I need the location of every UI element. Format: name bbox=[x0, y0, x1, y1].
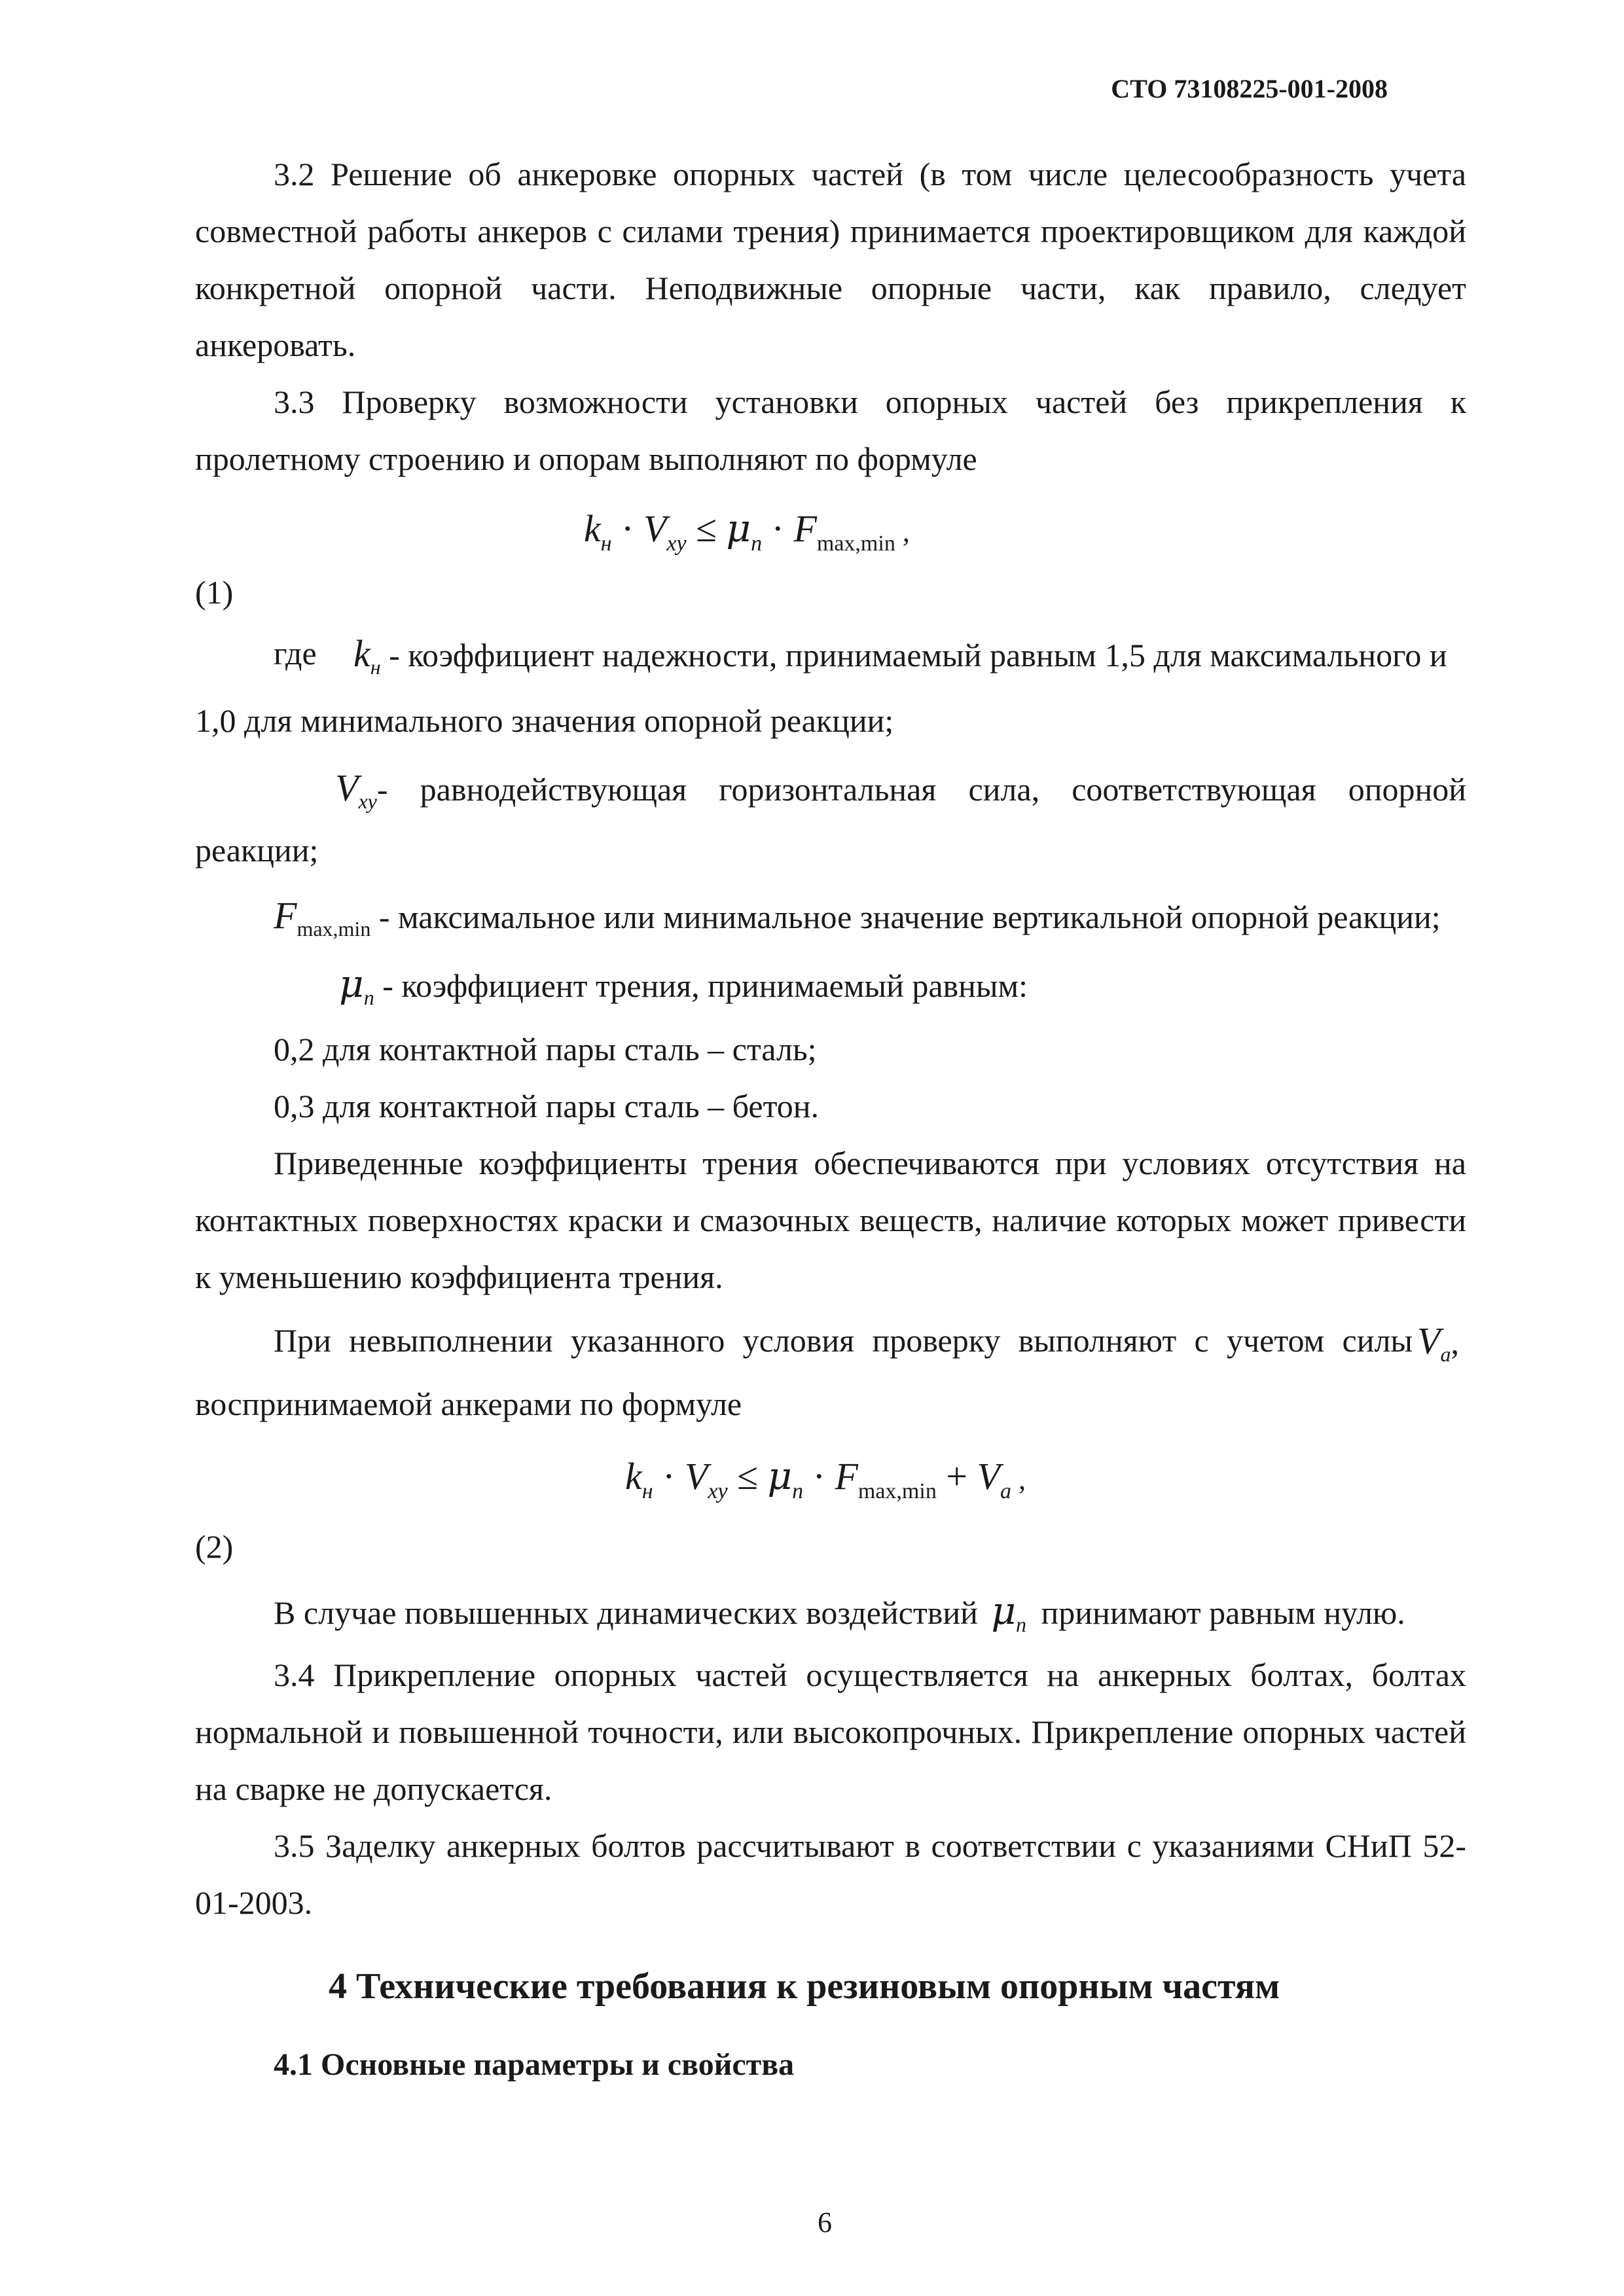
definition-mu bbox=[339, 956, 1028, 1026]
definition-mu-text: - коэффициент трения, принимаемый равным: bbox=[374, 967, 1028, 1004]
formula-1-mu: μ bbox=[726, 506, 751, 550]
friction-note-line-1: Приведенные коэффициенты трения обеспечиваются при условиях отсутствия на bbox=[274, 1145, 1466, 1181]
formula-2 bbox=[625, 1446, 1026, 1521]
definition-v-symbol: V bbox=[335, 766, 359, 809]
formula-2-dot: · bbox=[653, 1455, 685, 1498]
fail-condition-v-sub: a bbox=[1440, 1342, 1451, 1366]
definition-k-text: - коэффициент надежности, принимаемый равным 1,5 для максимального и bbox=[380, 637, 1447, 673]
formula-2-f: F bbox=[835, 1455, 858, 1498]
fail-condition-v: V bbox=[1417, 1319, 1441, 1362]
definition-v-text: - равнодействующая горизонтальная сила, соответствующая опорной bbox=[376, 771, 1466, 808]
paragraph-3-2-line-1: 3.2 Решение об анкеровке опорных частей (в том числе целесообразность учета bbox=[274, 156, 1466, 192]
fail-condition-comma: , bbox=[1451, 1324, 1459, 1361]
dynamic-note-mu-sub: n bbox=[1016, 1613, 1027, 1636]
equation-number-1: (1) bbox=[195, 574, 234, 611]
definition-v bbox=[335, 759, 1466, 830]
paragraph-3-5-line-2: 01-2003. bbox=[195, 1884, 313, 1921]
formula-2-plus: + bbox=[936, 1455, 977, 1498]
definition-v-line-2: реакции; bbox=[195, 832, 319, 869]
definition-k-symbol: k bbox=[353, 632, 370, 675]
formula-1-le: ≤ bbox=[686, 507, 727, 550]
definition-v-sub: xy bbox=[358, 789, 377, 813]
definition-k-line-2: 1,0 для минимального значения опорной реакции; bbox=[195, 702, 894, 739]
fail-condition-line-2: воспринимаемой анкерами по формуле bbox=[195, 1386, 742, 1422]
definition-f-symbol: F bbox=[274, 894, 297, 937]
formula-1-dot-2: · bbox=[762, 507, 794, 550]
friction-steel-steel: 0,2 для контактной пары сталь – сталь; bbox=[274, 1031, 817, 1067]
dynamic-note-pre: В случае повышенных динамических воздействий bbox=[274, 1594, 978, 1631]
formula-1-v-sub: xy bbox=[666, 531, 687, 556]
formula-2-va-sub: a bbox=[1000, 1479, 1011, 1503]
paragraph-3-4-line-1: 3.4 Прикрепление опорных частей осуществляется на анкерных болтах, болтах bbox=[274, 1657, 1466, 1693]
formula-2-v: V bbox=[684, 1455, 708, 1498]
formula-2-mu: μ bbox=[767, 1454, 793, 1498]
formula-2-le: ≤ bbox=[727, 1455, 768, 1498]
definition-f bbox=[274, 887, 1441, 958]
formula-2-dot-2: · bbox=[803, 1455, 835, 1498]
paragraph-3-5-line-1: 3.5 Заделку анкерных болтов рассчитывают в соответствии с указаниями СНиП 52- bbox=[274, 1827, 1466, 1864]
paragraph-3-2-line-2: совместной работы анкеров с силами трения) принимается проектировщиком для каждой bbox=[195, 213, 1466, 249]
fail-condition-line-1: При невыполнении указанного условия проверку выполняют с учетом силы bbox=[274, 1322, 1413, 1359]
dynamic-note bbox=[274, 1583, 1405, 1653]
formula-1-k-sub: н bbox=[600, 531, 612, 556]
dynamic-note-mu: μ bbox=[991, 1588, 1017, 1633]
formula-2-f-sub: max,min bbox=[857, 1479, 937, 1503]
formula-2-k-sub: н bbox=[641, 1479, 653, 1503]
formula-2-comma: , bbox=[1011, 1463, 1026, 1496]
formula-1-comma: , bbox=[895, 516, 910, 548]
formula-1-v: V bbox=[643, 507, 667, 550]
paragraph-3-4-line-3: на сварке не допускается. bbox=[195, 1770, 552, 1807]
definition-k bbox=[353, 625, 1447, 696]
definition-mu-symbol: μ bbox=[339, 961, 364, 1006]
formula-2-v-sub: xy bbox=[708, 1479, 728, 1503]
dynamic-note-post: принимают равным нулю. bbox=[1041, 1594, 1405, 1631]
document-code: СТО 73108225-001-2008 bbox=[1111, 74, 1388, 103]
formula-1-f: F bbox=[793, 507, 817, 550]
formula-1 bbox=[584, 499, 910, 573]
friction-steel-concrete: 0,3 для контактной пары сталь – бетон. bbox=[274, 1088, 820, 1124]
paragraph-3-3-line-2: пролетному строению и опорам выполняют по формуле bbox=[195, 440, 977, 477]
formula-2-k: k bbox=[625, 1455, 642, 1498]
paragraph-3-4-line-2: нормальной и повышенной точности, или высокопрочных. Прикрепление опорных частей bbox=[195, 1713, 1466, 1750]
friction-note-line-2: контактных поверхностях краски и смазочных веществ, наличие которых может привести bbox=[195, 1202, 1466, 1238]
paragraph-3-2-line-4: анкеровать. bbox=[195, 327, 356, 363]
definition-f-sub: max,min bbox=[297, 917, 371, 941]
definition-mu-sub: n bbox=[363, 986, 374, 1009]
formula-1-f-sub: max,min bbox=[816, 531, 895, 556]
friction-note-line-3: к уменьшению коэффициента трения. bbox=[195, 1259, 723, 1295]
page-number: 6 bbox=[818, 2206, 832, 2238]
definition-f-text: - максимальное или минимальное значение вертикальной опорной реакции; bbox=[370, 899, 1441, 935]
where-word: где bbox=[274, 635, 317, 672]
equation-number-2: (2) bbox=[195, 1528, 234, 1565]
formula-2-mu-sub: n bbox=[792, 1479, 804, 1503]
section-4-title: 4 Технические требования к резиновым опорным частям bbox=[329, 1966, 1280, 2007]
formula-1-mu-sub: n bbox=[751, 531, 763, 556]
fail-condition-symbol bbox=[1417, 1312, 1459, 1383]
definition-k-sub: н bbox=[370, 655, 381, 679]
formula-2-va: V bbox=[977, 1455, 1000, 1498]
paragraph-3-2-line-3: конкретной опорной части. Неподвижные опорные части, как правило, следует bbox=[195, 270, 1466, 306]
paragraph-3-3-line-1: 3.3 Проверку возможности установки опорных частей без прикрепления к bbox=[274, 384, 1466, 420]
subsection-4-1-title: 4.1 Основные параметры и свойства bbox=[274, 2047, 795, 2082]
formula-1-dot: · bbox=[611, 507, 643, 550]
formula-1-k: k bbox=[584, 507, 601, 550]
